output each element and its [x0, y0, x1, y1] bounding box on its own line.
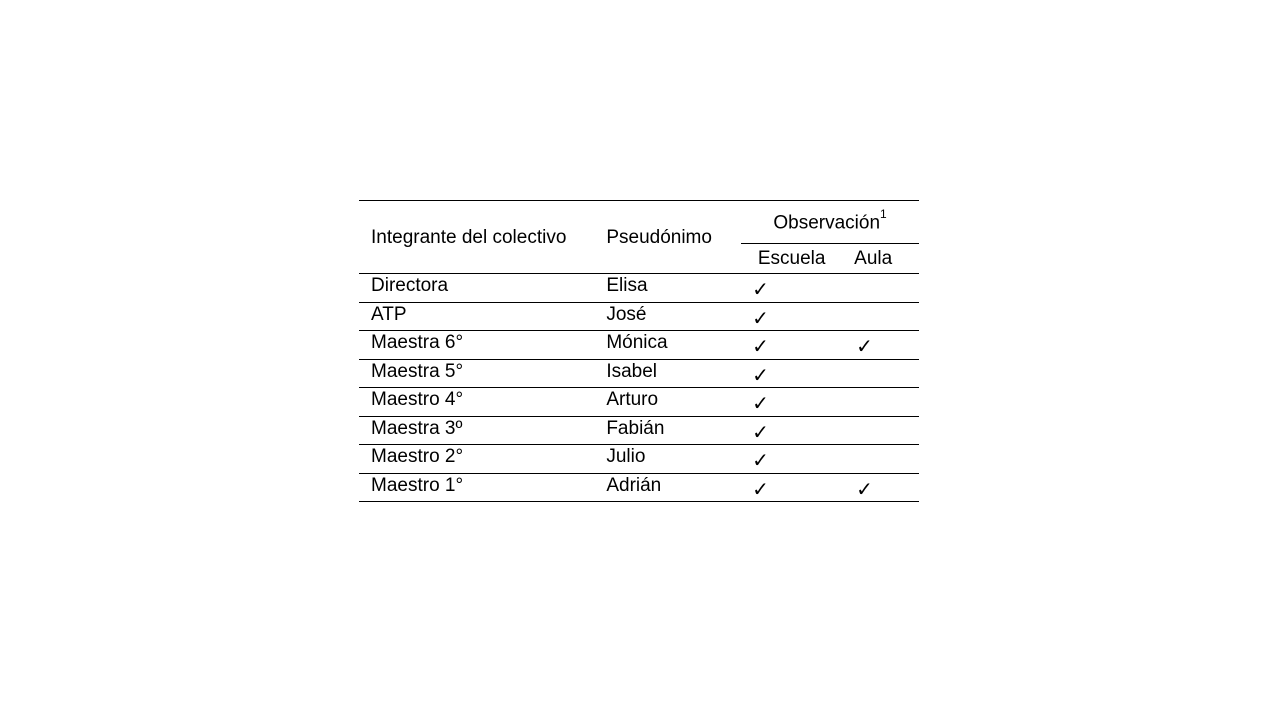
cell-member: [359, 416, 594, 445]
cell-school: [741, 473, 842, 502]
header-pseudonym: Pseudónimo: [594, 201, 741, 274]
table-row: [359, 274, 919, 303]
table-row: [359, 473, 919, 502]
cell-school: [741, 274, 842, 303]
check-icon: ✓: [752, 419, 769, 444]
cell-member: [359, 388, 594, 417]
check-icon: ✓: [752, 362, 769, 387]
cell-classroom: [842, 359, 919, 388]
header-school: Escuela: [741, 244, 842, 274]
check-icon: ✓: [856, 334, 873, 359]
member-text: Maestro 4°: [371, 389, 464, 411]
cell-classroom: [842, 388, 919, 417]
cell-pseudonym: [594, 331, 741, 360]
check-icon: ✓: [856, 476, 873, 501]
pseudonym-text: Julio: [606, 446, 646, 468]
table-body: [359, 274, 919, 502]
cell-member: [359, 473, 594, 502]
cell-school: [741, 302, 842, 331]
pseudonym-text: Mónica: [606, 332, 668, 354]
header-row-top: [359, 201, 919, 244]
member-text: Directora: [371, 275, 449, 297]
check-icon: ✓: [752, 448, 769, 473]
cell-classroom: [842, 274, 919, 303]
check-icon: ✓: [752, 334, 769, 359]
check-icon: ✓: [752, 305, 769, 330]
pseudonym-text: Isabel: [606, 360, 658, 382]
cell-pseudonym: [594, 445, 741, 474]
table-row: [359, 359, 919, 388]
table-row: [359, 302, 919, 331]
pseudonym-text: José: [606, 303, 647, 325]
check-icon: ✓: [752, 391, 769, 416]
table-header: [359, 201, 919, 274]
cell-member: [359, 359, 594, 388]
cell-pseudonym: [594, 359, 741, 388]
member-text: Maestra 5°: [371, 360, 464, 382]
table-row: [359, 388, 919, 417]
cell-school: [741, 445, 842, 474]
cell-member: [359, 302, 594, 331]
cell-pseudonym: [594, 388, 741, 417]
check-icon: ✓: [752, 277, 769, 302]
header-observation-label: Observación: [773, 212, 881, 234]
pseudonym-text: Adrián: [606, 474, 662, 496]
cell-member: [359, 331, 594, 360]
cell-pseudonym: [594, 302, 741, 331]
cell-classroom: [842, 445, 919, 474]
cell-member: [359, 445, 594, 474]
pseudonym-text: Arturo: [606, 389, 659, 411]
cell-school: [741, 331, 842, 360]
cell-classroom: [842, 302, 919, 331]
check-icon: ✓: [752, 476, 769, 501]
participants-table: [359, 200, 919, 502]
cell-member: [359, 274, 594, 303]
member-text: Maestro 1°: [371, 474, 464, 496]
header-observation-footnote: 1: [880, 207, 887, 222]
cell-school: [741, 359, 842, 388]
cell-pseudonym: [594, 416, 741, 445]
header-observation: [741, 201, 919, 244]
cell-school: [741, 416, 842, 445]
table-row: [359, 445, 919, 474]
cell-classroom: [842, 473, 919, 502]
member-text: Maestra 3º: [371, 417, 463, 439]
table-row: [359, 416, 919, 445]
cell-pseudonym: [594, 473, 741, 502]
member-text: Maestra 6°: [371, 332, 464, 354]
member-text: ATP: [371, 303, 407, 325]
cell-classroom: [842, 416, 919, 445]
pseudonym-text: Fabián: [606, 417, 665, 439]
cell-school: [741, 388, 842, 417]
table-row: [359, 331, 919, 360]
header-member: Integrante del colectivo: [359, 201, 594, 274]
cell-classroom: [842, 331, 919, 360]
pseudonym-text: Elisa: [606, 275, 648, 297]
cell-pseudonym: [594, 274, 741, 303]
member-text: Maestro 2°: [371, 446, 464, 468]
header-classroom: Aula: [842, 244, 919, 274]
